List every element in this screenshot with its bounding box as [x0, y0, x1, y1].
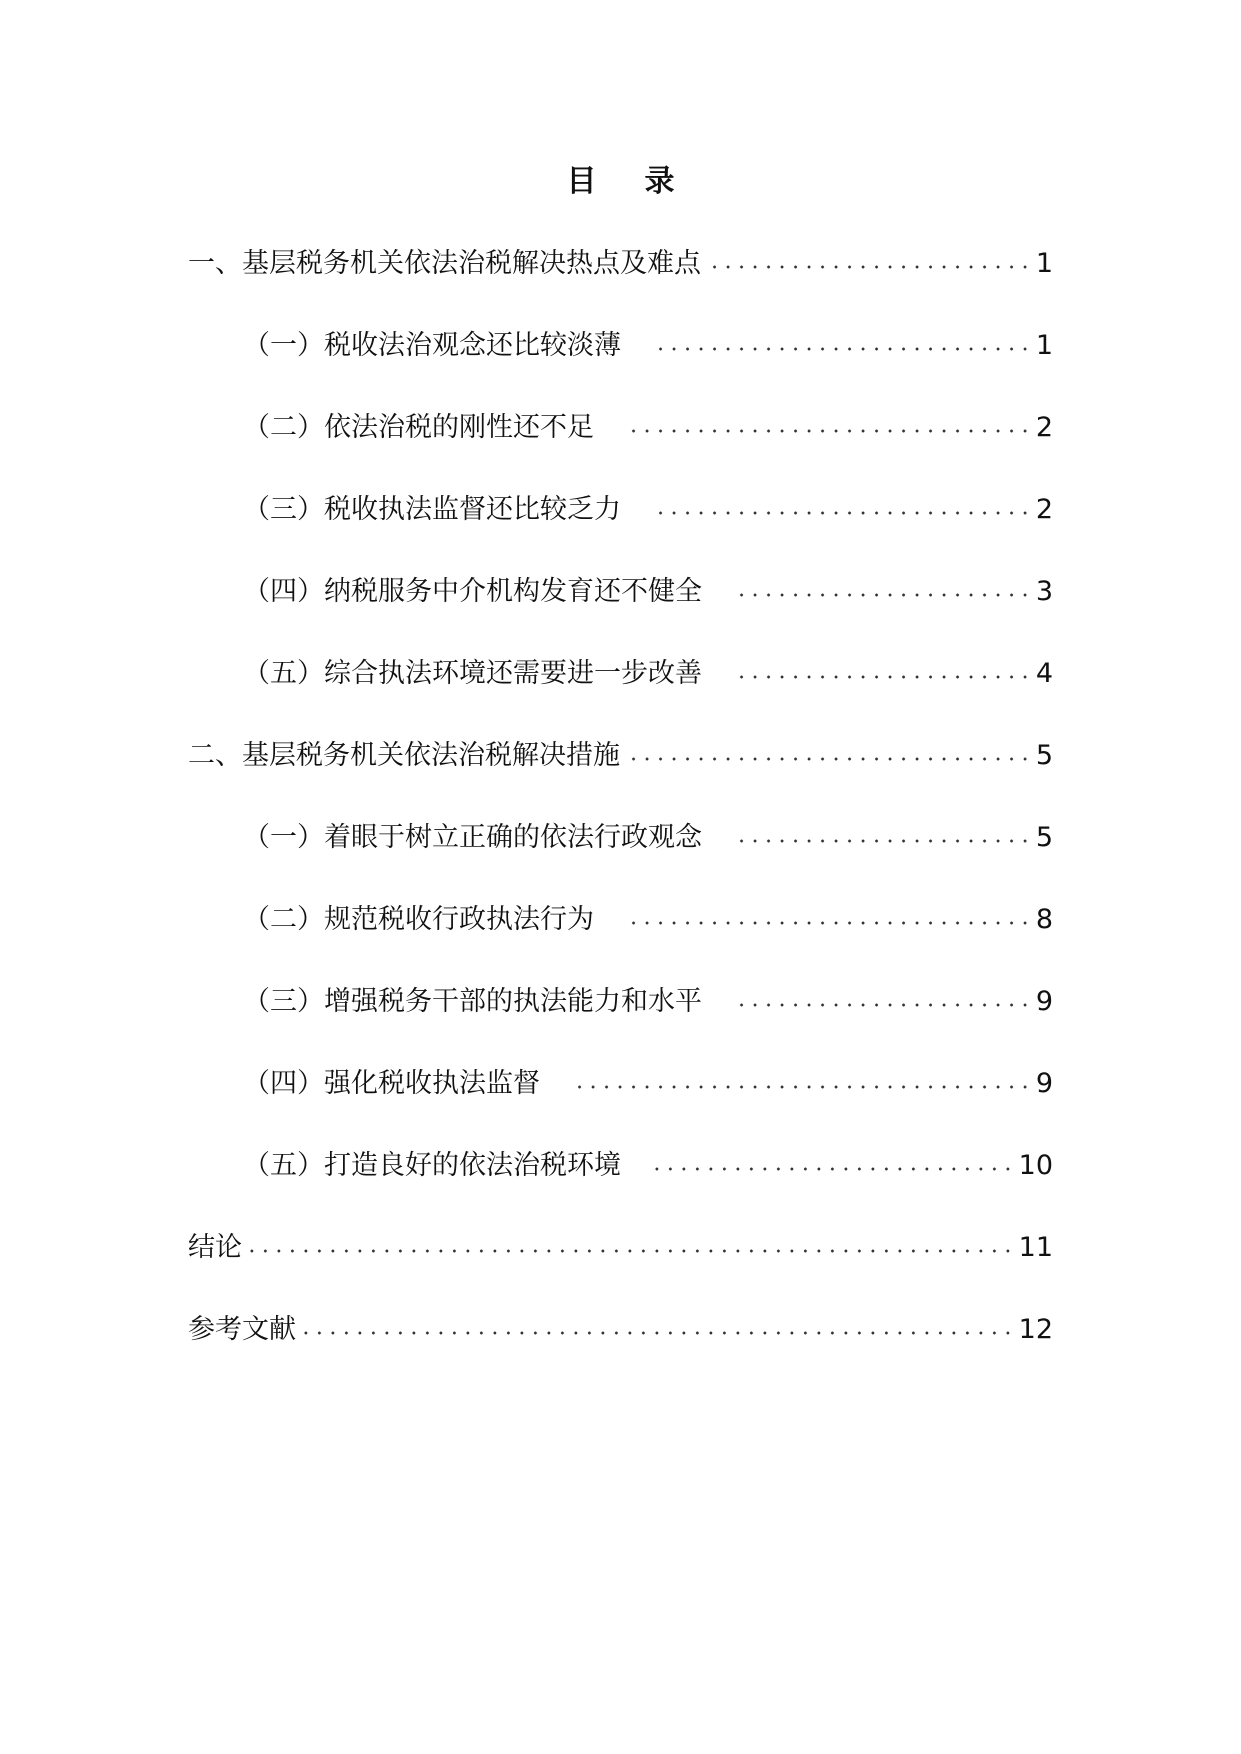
toc-entry-text: （五）打造良好的依法治税环境	[243, 1150, 621, 1181]
dot-leader	[628, 921, 1032, 925]
toc-entry[interactable]	[188, 1228, 1053, 1310]
dot-leader	[300, 1331, 1015, 1335]
toc-entry[interactable]	[188, 1064, 1053, 1146]
toc-entry-text: （一）税收法治观念还比较淡薄	[243, 330, 621, 361]
toc-entry[interactable]	[188, 244, 1053, 326]
toc-entry[interactable]	[188, 1310, 1053, 1392]
toc-page-number: 2	[1035, 412, 1053, 443]
toc-page-number: 5	[1035, 822, 1053, 853]
toc-entry-text: 参考文献	[188, 1314, 296, 1345]
dot-leader	[655, 1167, 1015, 1171]
toc-entry-text: （四）强化税收执法监督	[243, 1068, 540, 1099]
dot-leader	[628, 429, 1032, 433]
toc-page-number: 9	[1035, 986, 1053, 1017]
dot-leader	[736, 593, 1032, 597]
dot-leader	[246, 1249, 1015, 1253]
toc-entry-text: （一）着眼于树立正确的依法行政观念	[243, 822, 702, 853]
dot-leader	[705, 265, 1032, 269]
toc-entry[interactable]	[188, 736, 1053, 818]
table-of-contents	[188, 244, 1053, 1392]
toc-entry[interactable]	[188, 818, 1053, 900]
toc-entry-text: （三）税收执法监督还比较乏力	[243, 494, 621, 525]
toc-entry[interactable]	[188, 900, 1053, 982]
toc-entry-text: 二、基层税务机关依法治税解决措施	[188, 740, 620, 771]
toc-entry-text: （三）增强税务干部的执法能力和水平	[243, 986, 702, 1017]
toc-entry[interactable]	[188, 572, 1053, 654]
toc-page-number: 12	[1018, 1314, 1053, 1345]
toc-entry[interactable]	[188, 408, 1053, 490]
dot-leader	[736, 675, 1032, 679]
toc-page-number: 2	[1035, 494, 1053, 525]
toc-page-number: 10	[1018, 1150, 1053, 1181]
toc-entry[interactable]	[188, 490, 1053, 572]
toc-entry-text: （二）依法治税的刚性还不足	[243, 412, 594, 443]
dot-leader	[655, 347, 1032, 351]
toc-entry-text: （二）规范税收行政执法行为	[243, 904, 594, 935]
toc-page-number: 3	[1035, 576, 1053, 607]
toc-page-number: 9	[1035, 1068, 1053, 1099]
dot-leader	[624, 757, 1032, 761]
toc-page-number: 11	[1018, 1232, 1053, 1263]
toc-entry[interactable]	[188, 654, 1053, 736]
toc-entry[interactable]	[188, 1146, 1053, 1228]
toc-page-number: 1	[1035, 248, 1053, 279]
toc-entry-text: （五）综合执法环境还需要进一步改善	[243, 658, 702, 689]
toc-entry-text: 结论	[188, 1232, 242, 1263]
toc-entry-text: 一、基层税务机关依法治税解决热点及难点	[188, 248, 701, 279]
toc-page-number: 4	[1035, 658, 1053, 689]
toc-entry[interactable]	[188, 326, 1053, 408]
toc-entry[interactable]	[188, 982, 1053, 1064]
dot-leader	[574, 1085, 1032, 1089]
toc-page-number: 8	[1035, 904, 1053, 935]
dot-leader	[655, 511, 1032, 515]
dot-leader	[736, 1003, 1032, 1007]
toc-entry-text: （四）纳税服务中介机构发育还不健全	[243, 576, 702, 607]
page-title: 目录	[566, 164, 723, 199]
toc-page-number: 1	[1035, 330, 1053, 361]
toc-page-number: 5	[1035, 740, 1053, 771]
dot-leader	[736, 839, 1032, 843]
